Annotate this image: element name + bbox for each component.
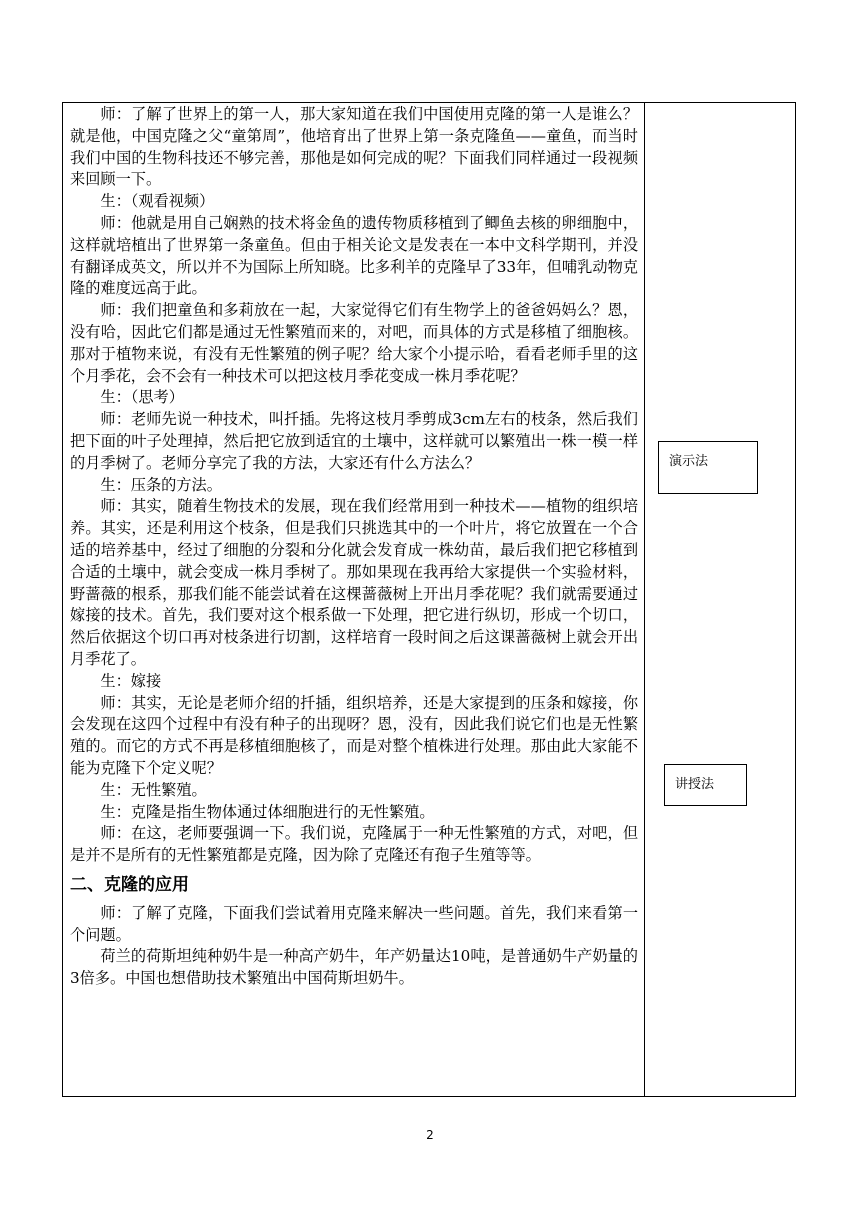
paragraph: 师：在这，老师要强调一下。我们说，克隆属于一种无性繁殖的方式，对吧，但是并不是所有的无性繁殖都是克隆，因为除了克隆还有孢子生殖等等。 <box>70 824 638 865</box>
paragraph: 生：嫁接 <box>100 671 162 690</box>
paragraph: 师：其实，无论是老师介绍的扦插，组织培养，还是大家提到的压条和嫁接，你会发现在这四个过程中有没有种子的出现呀？恩，没有，因此我们说它们也是无性繁殖的。而它的方式不再是移植细胞核了，而是对整个植株进行处理。那由此大家能不能为克隆下个定义呢？ <box>70 693 638 777</box>
page-number: 2 <box>426 1128 434 1142</box>
paragraph: 师：他就是用自己娴熟的技术将金鱼的遗传物质移植到了鲫鱼去核的卵细胞中，这样就培植出了世界第一条童鱼。但由于相关论文是发表在一本中文科学期刊，并没有翻译成英文，所以并不为国际上所知晓。比多利羊的克隆早了33年，但哺乳动物克隆的难度远高于此。 <box>70 213 638 298</box>
paragraph: 师：了解了世界上的第一人，那大家知道在我们中国使用克隆的第一人是谁么？就是他，中国克隆之父“童第周”，他培育出了世界上第一条克隆鱼——童鱼，而当时我们中国的生物科技还不够完善，那他是如何完成的呢？下面我们同样通过一段视频来回顾一下。 <box>70 105 638 189</box>
paragraph: 生：无性繁殖。 <box>100 780 207 799</box>
paragraph: 师：其实，随着生物技术的发展，现在我们经常用到一种技术——植物的组织培养。其实，还是利用这个枝条，但是我们只挑选其中的一个叶片，将它放置在一个合适的培养基中，经过了细胞的分裂和分化就会发育成一株幼苗，最后我们把它移植到合适的土壤中，就会变成一株月季树了。那如果现在我再给大家提供一个实验材料，野蔷薇的根系，那我们能不能尝试着在这棵蔷薇树上开出月季花呢？我们就需要通过嫁接的技术。首先，我们要对这个根系做一下处理，把它进行纵切，形成一个切口，然后依据这个切口再对枝条进行切割，这样培育一段时间之后这课蔷薇树上就会开出月季花了。 <box>70 497 638 668</box>
method-note-lecture: 讲授法 <box>664 764 747 806</box>
paragraph: 师：我们把童鱼和多莉放在一起，大家觉得它们有生物学上的爸爸妈妈么？恩，没有哈，因此它们都是通过无性繁殖而来的，对吧，而具体的方式是移植了细胞核。那对于植物来说，有没有无性繁殖的例子呢？给大家个小提示哈，看看老师手里的这个月季花，会不会有一种技术可以把这枝月季花变成一株月季花呢？ <box>70 301 638 385</box>
paragraph: 生：克隆是指生物体通过体细胞进行的无性繁殖。 <box>100 802 435 821</box>
paragraph: 生：（观看视频） <box>100 192 215 211</box>
method-note-demonstration: 演示法 <box>658 441 758 494</box>
paragraph: 生：压条的方法。 <box>100 475 222 494</box>
section-heading: 二、克隆的应用 <box>70 874 189 895</box>
paragraph: 师：了解了克隆，下面我们尝试着用克隆来解决一些问题。首先，我们来看第一个问题。 <box>70 903 638 944</box>
paragraph: 荷兰的荷斯坦纯种奶牛是一种高产奶牛，年产奶量达10吨，是普通奶牛产奶量的3倍多。中国也想借助技术繁殖出中国荷斯坦奶牛。 <box>70 947 638 988</box>
column-divider <box>644 102 645 1097</box>
lesson-content <box>70 104 638 990</box>
paragraph: 生：（思考） <box>100 388 184 407</box>
paragraph: 师：老师先说一种技术，叫扦插。先将这枝月季剪成3cm左右的枝条，然后我们把下面的叶子处理掉，然后把它放到适宜的土壤中，这样就可以繁殖出一株一模一样的月季树了。老师分享完了我的方法，大家还有什么方法么？ <box>70 410 638 472</box>
